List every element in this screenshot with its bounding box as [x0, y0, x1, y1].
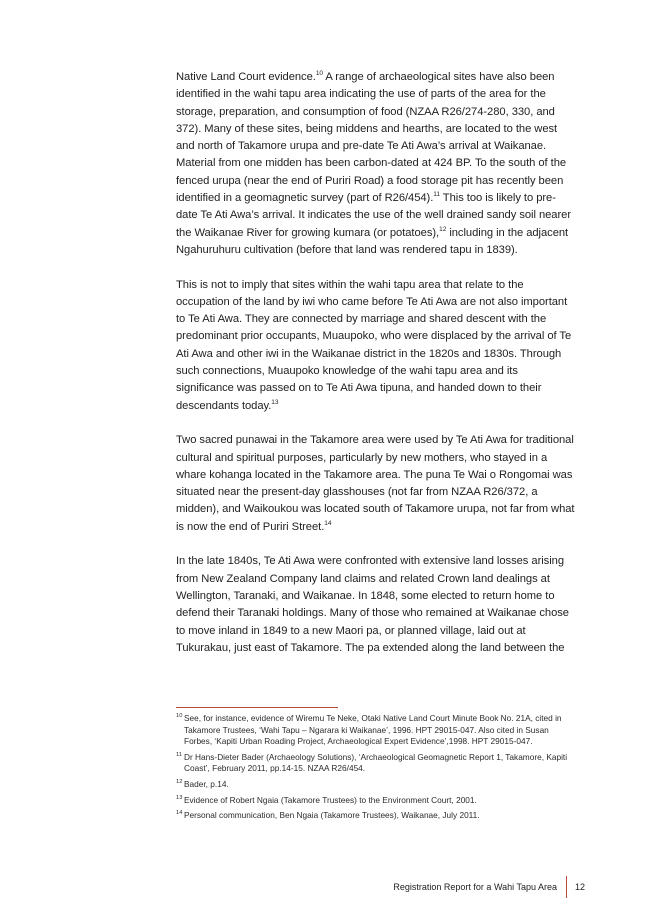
footnote-text: Evidence of Robert Ngaia (Takamore Trustees) to the Environment Court, 2001.	[184, 794, 477, 805]
paragraph-3-text: Two sacred punawai in the Takamore area were used by Te Ati Awa for traditional cultural and spiritual purposes, particularly by new mothers, who stayed in a whare kohanga located in the Takamore area. The puna Te Wai o Rongomai was situated near the present-day glasshouses (not far from NZAA R26/372, a midden), and Waikoukou was located south of Takamore urupa, not far from what is now the end of Puriri Street.	[176, 434, 575, 533]
footnote-14	[176, 810, 572, 822]
paragraph-3	[176, 432, 576, 536]
paragraph-2-text: This is not to imply that sites within the wahi tapu area that relate to the occupation of the land by iwi who came before Te Ati Awa are not also important to Te Ati Awa. They are connected by marriage and shared descent with the predominant prior occupants, Muaupoko, who were displaced by the arrival of Te Ati Awa and other iwi in the Waikanae district in the 1820s and 1830s. Through such connections, Muaupoko knowledge of the wahi tapu area and its significance was passed on to Te Ati Awa tipuna, and handed down to their descendants today.	[176, 278, 572, 412]
footnote-number: 12	[176, 778, 183, 785]
page-footer	[393, 876, 585, 898]
footnote-13	[176, 795, 572, 807]
footnote-number: 11	[176, 751, 183, 758]
footnote-ref-14: 14	[324, 519, 332, 527]
paragraph-4-text: In the late 1840s, Te Ati Awa were confronted with extensive land losses arising from New Zealand Company land claims and related Crown land dealings at Wellington, Taranaki, and Waikanae. In 1848, some elected to return home to defend their Taranaki holdings. Many of those who remained at Waikanae chose to move inland in 1849 to a new Maori pa, or planned village, laid out at Tukurakau, just east of Takamore. The pa extended along the land between the	[176, 555, 569, 654]
footnote-text: Bader, p.14.	[184, 778, 229, 789]
footnote-12	[176, 779, 572, 791]
footnote-number: 13	[176, 794, 183, 801]
footnote-text: Dr Hans-Dieter Bader (Archaeology Solutions), ‘Archaeological Geomagnetic Report 1, Takamore, Kapiti Coast’, February 2011, pp.14-15. NZAA R26/454.	[184, 751, 568, 774]
paragraph-1	[176, 69, 576, 259]
footer-divider	[566, 876, 567, 898]
paragraph-1-part-b: A range of archaeological sites have also been identified in the wahi tapu area indicating the use of parts of the area for the storage, preparation, and consumption of food (NZAA R26/274-280, 330, and 372). Many of these sites, being middens and hearths, are located to the west and north of Takamore urupa and pre-date Te Ati Awa’s arrival at Waikanae. Material from one midden has been carbon-dated at 424 BP. To the south of the fenced urupa (near the end of Puriri Road) a food storage pit has recently been identified in a geomagnetic survey (part of R26/454).	[176, 71, 567, 205]
paragraph-4	[176, 553, 576, 657]
footnote-divider	[176, 707, 338, 708]
body-text	[176, 69, 576, 674]
footnote-ref-13: 13	[271, 398, 279, 406]
page-number: 12	[574, 882, 585, 892]
footnote-ref-12: 12	[439, 225, 447, 233]
footnote-text: Personal communication, Ben Ngaia (Takamore Trustees), Waikanae, July 2011.	[184, 810, 480, 821]
footnotes	[176, 713, 572, 826]
footnote-11	[176, 752, 572, 775]
footnote-number: 14	[176, 810, 183, 817]
footnote-ref-11: 11	[433, 191, 440, 199]
footnote-number: 10	[176, 713, 183, 719]
paragraph-1-part-d: including in the adjacent Ngahuruhuru cultivation (before that land was rendered tapu in 1839).	[176, 226, 569, 256]
paragraph-2	[176, 277, 576, 415]
footnote-ref-10: 10	[315, 70, 323, 77]
footnote-text: See, for instance, evidence of Wiremu Te Neke, Otaki Native Land Court Minute Book No. 21A, cited in Takamore Trustees, ‘Wahi Tapu – Ngarara ki Waikanae’, 1996. HPT 29015-047. Also cited in Susan Forbes, ‘Kapiti Urban Roading Project, Archaeological Expert Evidence’,1998. HPT 29015-047.	[184, 713, 562, 747]
paragraph-1-part-a: Native Land Court evidence.	[176, 71, 316, 83]
paragraph-1-part-c: This too is likely to pre-date Te Ati Awa’s arrival. It indicates the use of the well drained sandy soil nearer the Waikanae River for growing kumara (or potatoes),	[176, 192, 572, 239]
footer-title: Registration Report for a Wahi Tapu Area	[393, 882, 557, 892]
footnote-10	[176, 713, 572, 748]
